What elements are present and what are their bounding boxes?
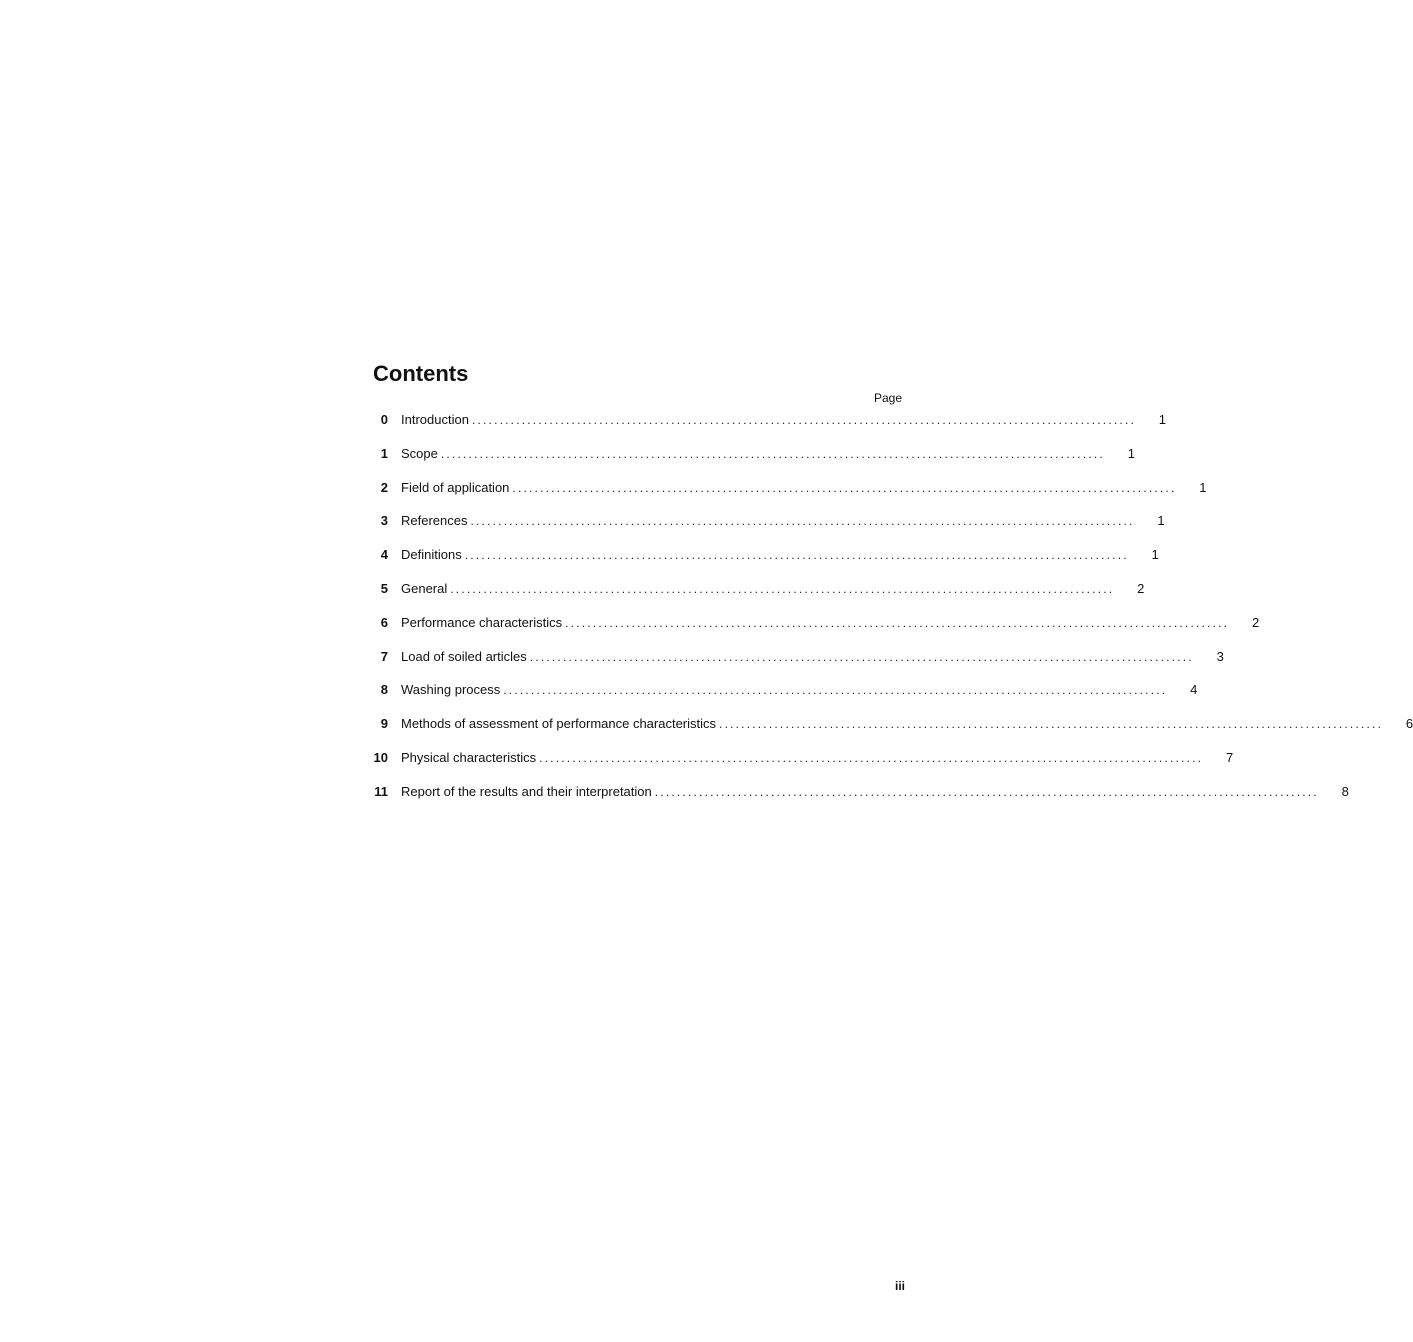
- dot-leader: ........................................................................................................................: [654, 784, 1319, 799]
- toc-entry[interactable]: [373, 513, 1165, 547]
- toc-entry[interactable]: [373, 614, 1260, 649]
- toc-entry-title: Methods of assessment of performance characteristics: [401, 716, 717, 732]
- toc-entry[interactable]: [373, 479, 1207, 514]
- toc-entry-page: 2: [1137, 580, 1145, 596]
- dot-leader: ........................................................................................................................: [440, 446, 1105, 461]
- toc-list: [373, 412, 1413, 818]
- toc-entry-page: 3: [1216, 648, 1224, 664]
- toc-entry-number: 6: [380, 614, 388, 630]
- toc-entry[interactable]: [373, 783, 1349, 818]
- toc-entry-title: Scope: [401, 445, 438, 461]
- toc-entry-number: 2: [380, 479, 388, 495]
- toc-entry-title: Introduction: [401, 412, 469, 427]
- toc-entry-title: Physical characteristics: [401, 749, 537, 765]
- toc-entry-page: 2: [1251, 614, 1260, 630]
- toc-entry-title: Report of the results and their interpretation: [401, 783, 652, 799]
- toc-entry-number: 7: [380, 648, 388, 664]
- dot-leader: ........................................................................................................................: [464, 548, 1129, 563]
- toc-entry-page: 1: [1199, 479, 1207, 495]
- toc-entry[interactable]: [373, 412, 1167, 446]
- toc-entry-page: 7: [1225, 749, 1234, 765]
- toc-entry-page: 1: [1157, 513, 1165, 529]
- table-of-contents: [373, 360, 1413, 818]
- toc-entry[interactable]: [373, 580, 1145, 615]
- dot-leader: ........................................................................................................................: [471, 413, 1137, 427]
- toc-entry-title: References: [401, 513, 468, 529]
- dot-leader: ........................................................................................................................: [539, 750, 1204, 765]
- toc-entry-number: 0: [380, 412, 388, 427]
- toc-entry-number: 4: [380, 547, 388, 563]
- toc-entry-page: 4: [1190, 682, 1198, 698]
- toc-entry[interactable]: [373, 716, 1413, 750]
- dot-leader: ........................................................................................................................: [719, 717, 1384, 732]
- footer-page-number: iii: [894, 1279, 905, 1293]
- toc-entry[interactable]: [373, 682, 1198, 716]
- toc-entry-title: Load of soiled articles: [401, 648, 527, 664]
- dot-leader: ........................................................................................................................: [450, 581, 1115, 596]
- toc-entry-title: Washing process: [401, 682, 501, 698]
- toc-entry-number: 11: [374, 783, 388, 799]
- toc-entry-title: General: [401, 580, 448, 596]
- toc-entry-title: Performance characteristics: [401, 614, 563, 630]
- toc-entry-number: 10: [373, 749, 388, 765]
- page-column-header: Page: [873, 391, 902, 405]
- toc-entry-page: 6: [1405, 716, 1413, 732]
- dot-leader: ........................................................................................................................: [565, 615, 1230, 630]
- toc-entry-page: 1: [1127, 445, 1135, 461]
- toc-entry-title: Definitions: [401, 547, 462, 563]
- toc-entry[interactable]: [373, 749, 1234, 784]
- toc-entry-page: 1: [1151, 547, 1159, 563]
- toc-entry-page: 1: [1158, 412, 1167, 427]
- contents-title: Contents: [373, 361, 469, 386]
- toc-entry-number: 5: [380, 580, 388, 596]
- dot-leader: ........................................................................................................................: [470, 514, 1135, 529]
- toc-entry-number: 8: [380, 682, 388, 698]
- toc-entry-number: 1: [380, 445, 388, 461]
- toc-entry-title: Field of application: [401, 479, 510, 495]
- dot-leader: ........................................................................................................................: [529, 649, 1194, 664]
- toc-entry-number: 9: [380, 716, 388, 732]
- toc-entry[interactable]: [373, 547, 1159, 581]
- toc-entry[interactable]: [373, 445, 1135, 480]
- dot-leader: ........................................................................................................................: [512, 480, 1177, 495]
- toc-entry-page: 8: [1341, 783, 1349, 799]
- toc-entry-number: 3: [380, 513, 388, 529]
- toc-entry[interactable]: [373, 648, 1224, 683]
- dot-leader: ........................................................................................................................: [503, 683, 1168, 698]
